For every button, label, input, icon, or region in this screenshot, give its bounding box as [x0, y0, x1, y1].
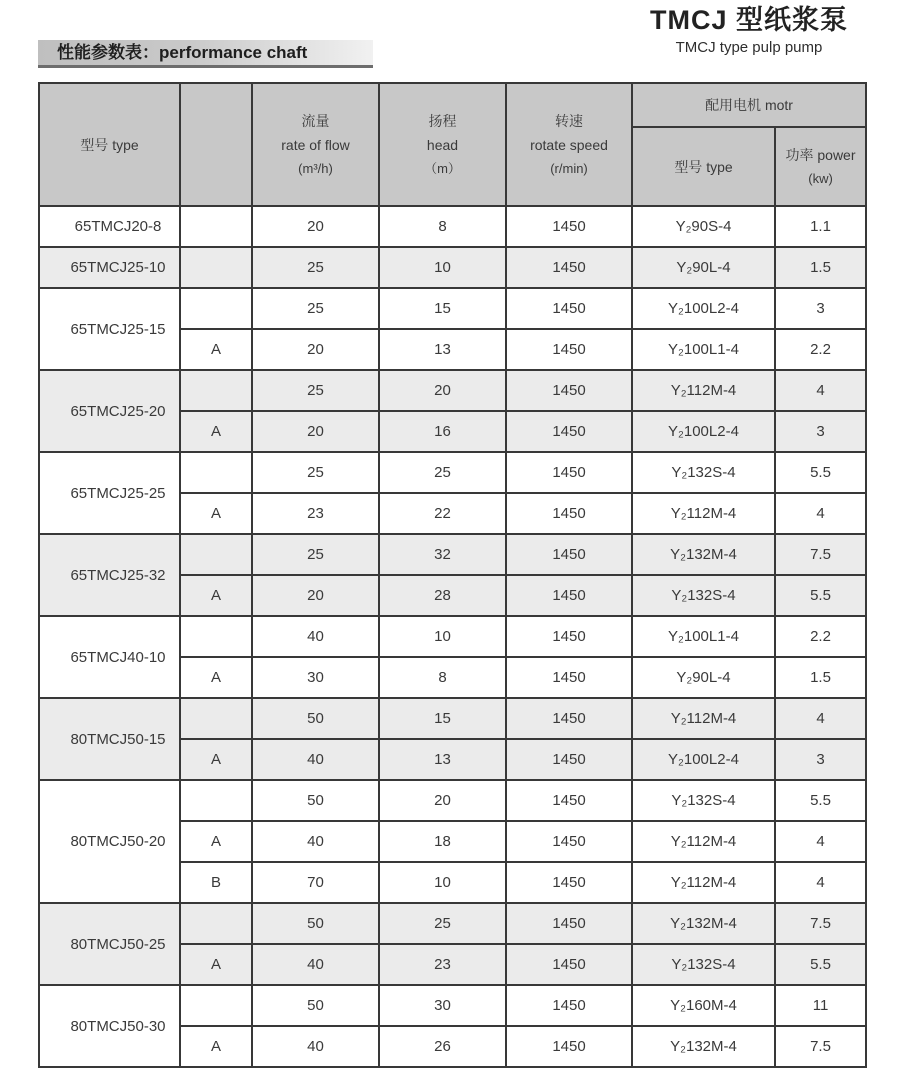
cell-power: 4: [775, 370, 866, 411]
cell-flow: 25: [252, 534, 379, 575]
cell-power: 7.5: [775, 534, 866, 575]
cell-motor: Y₂112M-4: [632, 493, 775, 534]
cell-flow: 23: [252, 493, 379, 534]
cell-variant: [180, 534, 252, 575]
table-row: [39, 698, 866, 739]
cell-motor: Y₂132S-4: [632, 780, 775, 821]
cell-speed: 1450: [506, 616, 632, 657]
cell-flow: 40: [252, 1026, 379, 1067]
cell-motor: Y₂100L1-4: [632, 329, 775, 370]
cell-variant: A: [180, 411, 252, 452]
cell-variant: A: [180, 1026, 252, 1067]
cell-motor: Y₂132S-4: [632, 575, 775, 616]
cell-variant: A: [180, 493, 252, 534]
cell-speed: 1450: [506, 247, 632, 288]
cell-motor: Y₂160M-4: [632, 985, 775, 1026]
cell-motor: Y₂132S-4: [632, 944, 775, 985]
cell-power: 7.5: [775, 1026, 866, 1067]
table-body: [39, 206, 866, 1067]
cell-power: 1.5: [775, 657, 866, 698]
cell-flow: 40: [252, 821, 379, 862]
cell-flow: 50: [252, 985, 379, 1026]
cell-power: 1.1: [775, 206, 866, 247]
col-header-flow: [252, 83, 379, 206]
cell-variant: [180, 698, 252, 739]
cell-head: 26: [379, 1026, 506, 1067]
cell-power: 4: [775, 862, 866, 903]
head-header-unit: （m）: [424, 160, 461, 176]
col-header-variant: [180, 83, 252, 206]
cell-model: 65TMCJ25-25: [39, 452, 180, 534]
cell-variant: [180, 370, 252, 411]
cell-motor: Y₂90L-4: [632, 657, 775, 698]
cell-motor: Y₂112M-4: [632, 821, 775, 862]
cell-speed: 1450: [506, 452, 632, 493]
cell-speed: 1450: [506, 370, 632, 411]
cell-power: 4: [775, 698, 866, 739]
cell-power: 4: [775, 493, 866, 534]
cell-power: 2.2: [775, 329, 866, 370]
cell-variant: [180, 903, 252, 944]
cell-speed: 1450: [506, 534, 632, 575]
cell-power: 11: [775, 985, 866, 1026]
cell-head: 20: [379, 780, 506, 821]
flow-header-en: rate of flow: [281, 136, 350, 153]
speed-header-en: rotate speed: [530, 136, 608, 153]
cell-head: 13: [379, 329, 506, 370]
cell-power: 5.5: [775, 452, 866, 493]
section-label: 性能参数表：performance chaft: [57, 43, 308, 62]
table-header: [39, 83, 866, 206]
cell-motor: Y₂112M-4: [632, 698, 775, 739]
table-row: [39, 780, 866, 821]
cell-flow: 40: [252, 944, 379, 985]
table-row: [39, 903, 866, 944]
cell-flow: 30: [252, 657, 379, 698]
cell-speed: 1450: [506, 575, 632, 616]
col-header-model: 型号 type: [39, 83, 180, 206]
cell-power: 5.5: [775, 575, 866, 616]
cell-speed: 1450: [506, 821, 632, 862]
cell-variant: B: [180, 862, 252, 903]
cell-variant: A: [180, 575, 252, 616]
col-header-motor-power: [775, 127, 866, 206]
cell-head: 25: [379, 452, 506, 493]
cell-speed: 1450: [506, 698, 632, 739]
cell-motor: Y₂100L2-4: [632, 288, 775, 329]
table-row: [39, 288, 866, 329]
cell-motor: Y₂90L-4: [632, 247, 775, 288]
cell-motor: Y₂132M-4: [632, 1026, 775, 1067]
cell-variant: [180, 616, 252, 657]
cell-speed: 1450: [506, 985, 632, 1026]
cell-variant: [180, 247, 252, 288]
cell-model: 80TMCJ50-15: [39, 698, 180, 780]
cell-flow: 20: [252, 329, 379, 370]
cell-head: 23: [379, 944, 506, 985]
cell-flow: 50: [252, 903, 379, 944]
table-row: [39, 616, 866, 657]
cell-motor: Y₂132S-4: [632, 452, 775, 493]
cell-model: 65TMCJ20-8: [39, 206, 180, 247]
cell-motor: Y₂100L2-4: [632, 739, 775, 780]
flow-header-zh: 流量: [301, 112, 330, 129]
cell-flow: 20: [252, 575, 379, 616]
cell-motor: Y₂100L1-4: [632, 616, 775, 657]
page-subtitle: TMCJ type pulp pump: [675, 39, 823, 56]
cell-flow: 40: [252, 616, 379, 657]
col-header-speed: [506, 83, 632, 206]
speed-header-zh: 转速: [555, 112, 583, 129]
cell-model: 65TMCJ25-15: [39, 288, 180, 370]
cell-flow: 25: [252, 288, 379, 329]
cell-head: 15: [379, 698, 506, 739]
cell-head: 28: [379, 575, 506, 616]
cell-speed: 1450: [506, 1026, 632, 1067]
cell-power: 2.2: [775, 616, 866, 657]
cell-model: 80TMCJ50-20: [39, 780, 180, 903]
cell-model: 65TMCJ25-20: [39, 370, 180, 452]
cell-flow: 20: [252, 206, 379, 247]
cell-head: 10: [379, 862, 506, 903]
speed-header-unit: (r/min): [550, 160, 588, 176]
cell-variant: [180, 452, 252, 493]
cell-head: 8: [379, 206, 506, 247]
cell-speed: 1450: [506, 739, 632, 780]
cell-power: 3: [775, 288, 866, 329]
cell-variant: A: [180, 739, 252, 780]
cell-head: 32: [379, 534, 506, 575]
cell-variant: A: [180, 329, 252, 370]
cell-speed: 1450: [506, 657, 632, 698]
col-header-motor-group: 配用电机 motr: [632, 83, 866, 127]
cell-speed: 1450: [506, 329, 632, 370]
cell-head: 18: [379, 821, 506, 862]
page-title-block: [650, 4, 848, 59]
cell-motor: Y₂112M-4: [632, 370, 775, 411]
cell-speed: 1450: [506, 903, 632, 944]
table-row: [39, 985, 866, 1026]
cell-flow: 20: [252, 411, 379, 452]
power-header-unit: (kw): [808, 170, 833, 186]
cell-power: 3: [775, 739, 866, 780]
cell-head: 20: [379, 370, 506, 411]
cell-variant: A: [180, 821, 252, 862]
page-title: TMCJ 型纸浆泵: [650, 5, 848, 35]
table-row: [39, 452, 866, 493]
cell-power: 7.5: [775, 903, 866, 944]
cell-model: 80TMCJ50-30: [39, 985, 180, 1067]
cell-speed: 1450: [506, 780, 632, 821]
cell-motor: Y₂100L2-4: [632, 411, 775, 452]
cell-head: 10: [379, 247, 506, 288]
cell-motor: Y₂132M-4: [632, 903, 775, 944]
cell-model: 80TMCJ50-25: [39, 903, 180, 985]
cell-model: 65TMCJ25-32: [39, 534, 180, 616]
cell-flow: 25: [252, 452, 379, 493]
cell-head: 25: [379, 903, 506, 944]
cell-speed: 1450: [506, 493, 632, 534]
cell-power: 5.5: [775, 944, 866, 985]
cell-head: 8: [379, 657, 506, 698]
cell-flow: 70: [252, 862, 379, 903]
cell-motor: Y₂90S-4: [632, 206, 775, 247]
cell-speed: 1450: [506, 411, 632, 452]
cell-head: 30: [379, 985, 506, 1026]
cell-head: 13: [379, 739, 506, 780]
col-header-head: [379, 83, 506, 206]
cell-variant: [180, 288, 252, 329]
cell-model: 65TMCJ40-10: [39, 616, 180, 698]
cell-flow: 25: [252, 247, 379, 288]
cell-motor: Y₂132M-4: [632, 534, 775, 575]
col-header-motor-model: 型号 type: [632, 127, 775, 206]
cell-variant: [180, 985, 252, 1026]
head-header-zh: 扬程: [428, 112, 457, 129]
cell-model: 65TMCJ25-10: [39, 247, 180, 288]
head-header-en: head: [426, 136, 459, 153]
cell-flow: 50: [252, 698, 379, 739]
cell-head: 15: [379, 288, 506, 329]
performance-table: [38, 82, 867, 1068]
flow-header-unit: (m³/h): [298, 160, 333, 176]
table-row: [39, 534, 866, 575]
table-row: [39, 370, 866, 411]
cell-variant: [180, 206, 252, 247]
cell-power: 4: [775, 821, 866, 862]
cell-power: 1.5: [775, 247, 866, 288]
cell-power: 3: [775, 411, 866, 452]
cell-power: 5.5: [775, 780, 866, 821]
cell-flow: 40: [252, 739, 379, 780]
power-header-zh: 功率 power: [785, 146, 856, 163]
cell-flow: 25: [252, 370, 379, 411]
cell-head: 22: [379, 493, 506, 534]
table-row: [39, 247, 866, 288]
table-row: [39, 206, 866, 247]
section-label-bar: [38, 40, 373, 68]
cell-speed: 1450: [506, 862, 632, 903]
cell-speed: 1450: [506, 206, 632, 247]
cell-flow: 50: [252, 780, 379, 821]
cell-speed: 1450: [506, 944, 632, 985]
cell-variant: A: [180, 944, 252, 985]
cell-variant: A: [180, 657, 252, 698]
cell-variant: [180, 780, 252, 821]
cell-head: 10: [379, 616, 506, 657]
cell-motor: Y₂112M-4: [632, 862, 775, 903]
cell-speed: 1450: [506, 288, 632, 329]
cell-head: 16: [379, 411, 506, 452]
